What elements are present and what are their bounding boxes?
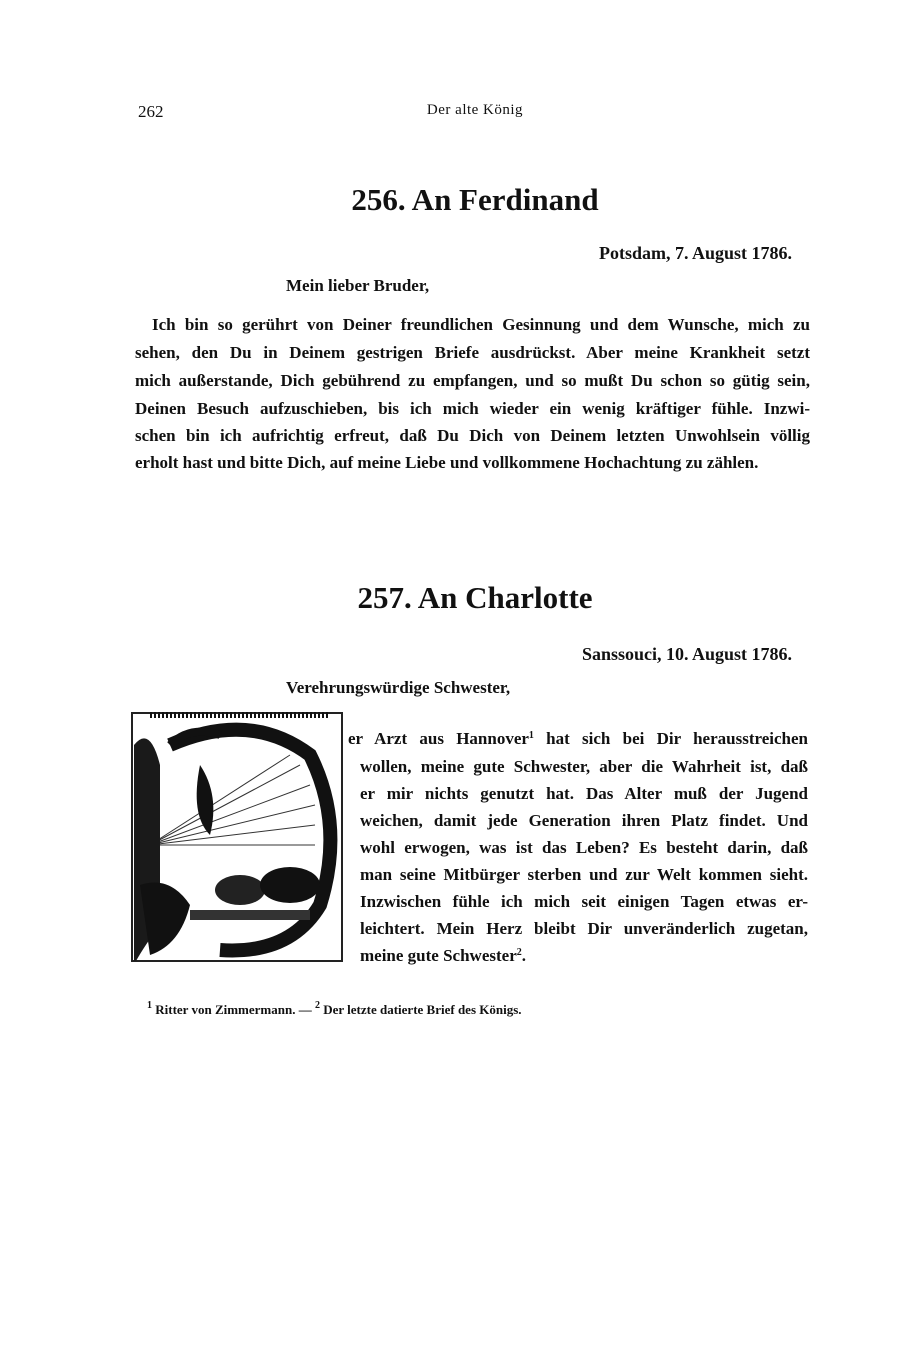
page-number: 262: [138, 102, 164, 121]
body-line: erholt hast und bitte Dich, auf meine Liebe und vollkommene Hochachtung zu zählen.: [135, 453, 759, 472]
letter-title: 256. An Ferdinand: [351, 182, 599, 217]
footnote-number: 1: [147, 1000, 152, 1011]
body-line: er mir nichts genutzt hat. Das Alter muß der Jugend: [360, 784, 808, 803]
initial-d-illustration: [130, 705, 345, 965]
body-text: meine gute Schwester: [360, 946, 517, 965]
footnote-number: 2: [314, 1000, 320, 1011]
footnotes: [147, 1002, 522, 1018]
letter-title: 257. An Charlotte: [357, 580, 593, 615]
body-line: [360, 945, 808, 967]
body-line: Inzwischen fühle ich mich seit einigen Tagen etwas er-: [360, 892, 808, 911]
body-line: Ich bin so gerührt von Deiner freundlichen Gesinnung und dem Wunsche, mich zu: [152, 315, 810, 334]
body-line: wohl erwogen, was ist das Leben? Es besteht darin, daß: [360, 838, 808, 857]
body-line: [348, 728, 808, 750]
body-line: Deinen Besuch aufzuschieben, bis ich mich wieder ein wenig kräftiger fühle. Inzwi-: [135, 399, 810, 418]
running-title: Der alte König: [426, 102, 524, 118]
body-line: sehen, den Du in Deinem gestrigen Briefe ausdrückst. Aber meine Krankheit setzt: [135, 343, 810, 362]
salutation: Mein lieber Bruder,: [286, 276, 430, 295]
footnote-text: Der letzte datierte Brief des Königs.: [319, 1002, 522, 1017]
body-line: wollen, meine gute Schwester, aber die Wahrheit ist, daß: [360, 757, 808, 776]
footnote-ref[interactable]: 1: [528, 730, 534, 741]
body-line: leichtert. Mein Herz bleibt Dir unveränderlich zugetan,: [360, 919, 808, 938]
body-text: hat sich bei Dir herausstreichen: [533, 729, 808, 748]
body-text: er Arzt aus Hannover: [348, 729, 529, 748]
place-date: Potsdam, 7. August 1786.: [598, 243, 792, 263]
body-line: schen bin ich aufrichtig erfreut, daß Du Dich von Deinem letzten Unwohlsein völlig: [135, 426, 810, 445]
body-line: man seine Mitbürger sterben und zur Welt kommen sieht.: [360, 865, 808, 884]
body-line: mich außerstande, Dich gebührend zu empfangen, und so mußt Du schon so gütig sein,: [135, 371, 810, 390]
salutation: Verehrungswürdige Schwester,: [286, 678, 511, 697]
place-date: Sanssouci, 10. August 1786.: [581, 644, 792, 664]
body-line: weichen, damit jede Generation ihren Platz findet. Und: [360, 811, 808, 830]
footnote-text: Ritter von Zimmermann. —: [152, 1002, 315, 1017]
body-text: .: [521, 946, 526, 965]
illustrated-initial-d: [130, 705, 345, 965]
footnote-ref[interactable]: 2: [516, 947, 522, 958]
